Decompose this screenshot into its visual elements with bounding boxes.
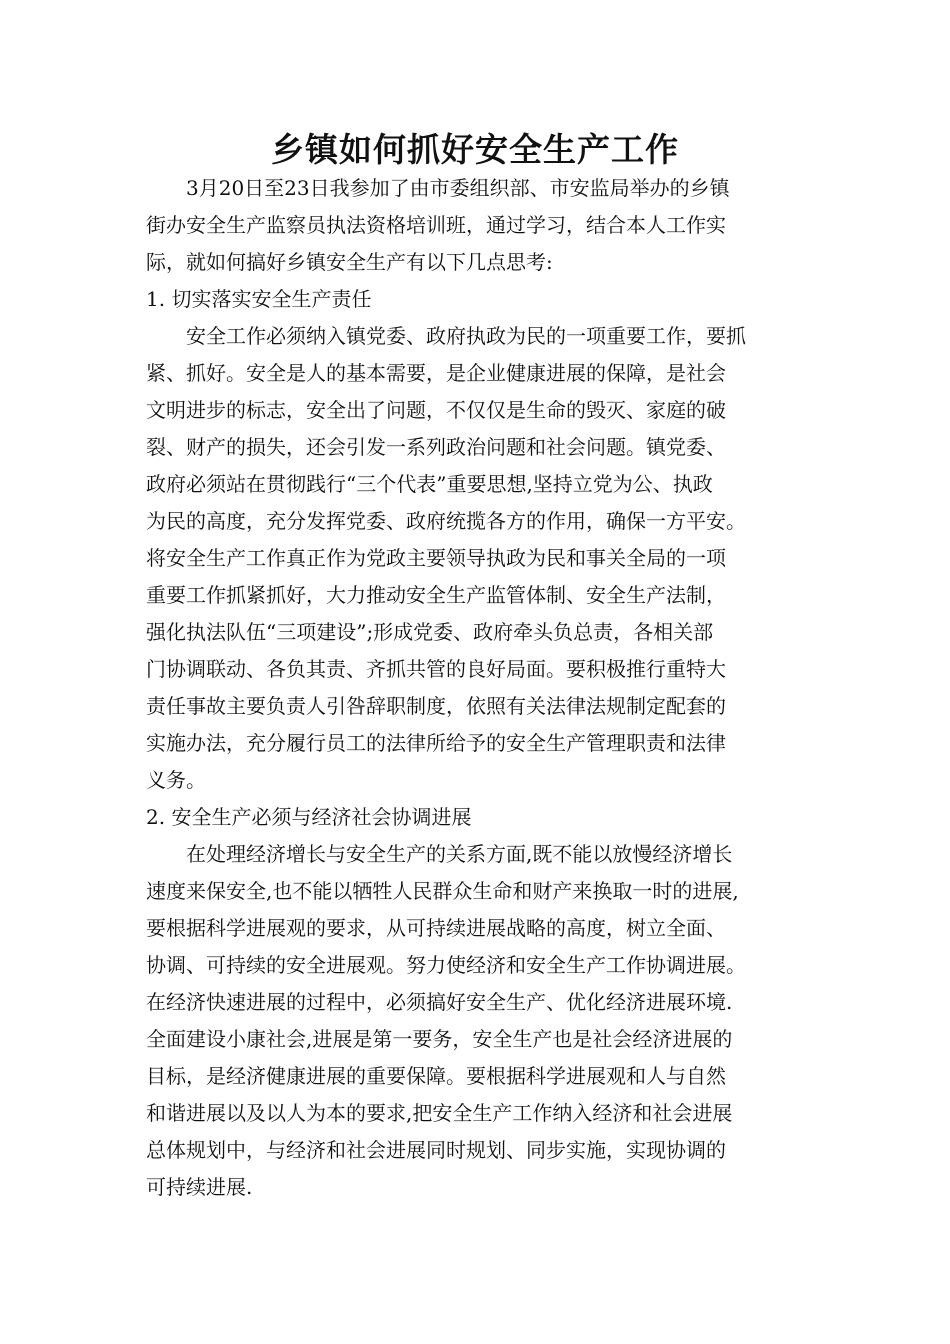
text-line: 文明进步的标志，安全出了问题，不仅仅是生命的毁灭、家庭的破 <box>146 398 726 422</box>
text-line: 门协调联动、各负其责、齐抓共管的良好局面。要积极推行重特大 <box>146 657 726 681</box>
text-line: 安全工作必须纳入镇党委、政府执政为民的一项重要工作，要抓 <box>146 324 746 348</box>
text-line: 紧、抓好。安全是人的基本需要，是企业健康进展的保障，是社会 <box>146 361 726 385</box>
text-line: 重要工作抓紧抓好，大力推动安全生产监管体制、安全生产法制， <box>146 583 726 607</box>
text-line: 要根据科学进展观的要求，从可持续进展战略的高度，树立全面、 <box>146 916 726 940</box>
section-heading-1: 1. 切实落实安全生产责任 <box>146 287 372 311</box>
text-line: 速度来保安全,也不能以牺牲人民群众生命和财产来换取一时的进展, <box>146 879 739 903</box>
text-line: 实施办法，充分履行员工的法律所给予的安全生产管理职责和法律 <box>146 731 726 755</box>
document-title: 乡镇如何抓好安全生产工作 <box>271 130 679 169</box>
text-line: 在经济快速进展的过程中，必须搞好安全生产、优化经济进展环境. <box>146 990 733 1014</box>
text-line: 协调、可持续的安全进展观。努力使经济和安全生产工作协调进展。 <box>146 953 746 977</box>
text-line: 3月20日至23日我参加了由市委组织部、市安监局举办的乡镇 <box>146 176 730 200</box>
text-line: 裂、财产的损失，还会引发一系列政治问题和社会问题。镇党委、 <box>146 435 726 459</box>
text-line: 强化执法队伍“三项建设”;形成党委、政府牵头负总责，各相关部 <box>146 620 714 644</box>
text-line: 责任事故主要负责人引咎辞职制度，依照有关法律法规制定配套的 <box>146 694 726 718</box>
text-line: 街办安全生产监察员执法资格培训班，通过学习，结合本人工作实 <box>146 213 726 237</box>
text-line: 目标，是经济健康进展的重要保障。要根据科学进展观和人与自然 <box>146 1064 726 1088</box>
text-line: 在处理经济增长与安全生产的关系方面,既不能以放慢经济增长 <box>146 842 733 866</box>
text-line: 为民的高度，充分发挥党委、政府统揽各方的作用，确保一方平安。 <box>146 509 746 533</box>
text-line: 政府必须站在贯彻践行“三个代表”重要思想,坚持立党为公、执政 <box>146 472 713 496</box>
text-line: 将安全生产工作真正作为党政主要领导执政为民和事关全局的一项 <box>146 546 726 570</box>
text-line: 和谐进展以及以人为本的要求,把安全生产工作纳入经济和社会进展 <box>146 1101 733 1125</box>
text-line: 可持续进展. <box>146 1175 253 1199</box>
text-line: 总体规划中，与经济和社会进展同时规划、同步实施，实现协调的 <box>146 1138 726 1162</box>
text-line: 际，就如何搞好乡镇安全生产有以下几点思考: <box>146 250 553 274</box>
text-line: 全面建设小康社会,进展是第一要务，安全生产也是社会经济进展的 <box>146 1027 733 1051</box>
text-line: 义务。 <box>146 768 206 792</box>
section-heading-2: 2. 安全生产必须与经济社会协调进展 <box>146 805 472 829</box>
